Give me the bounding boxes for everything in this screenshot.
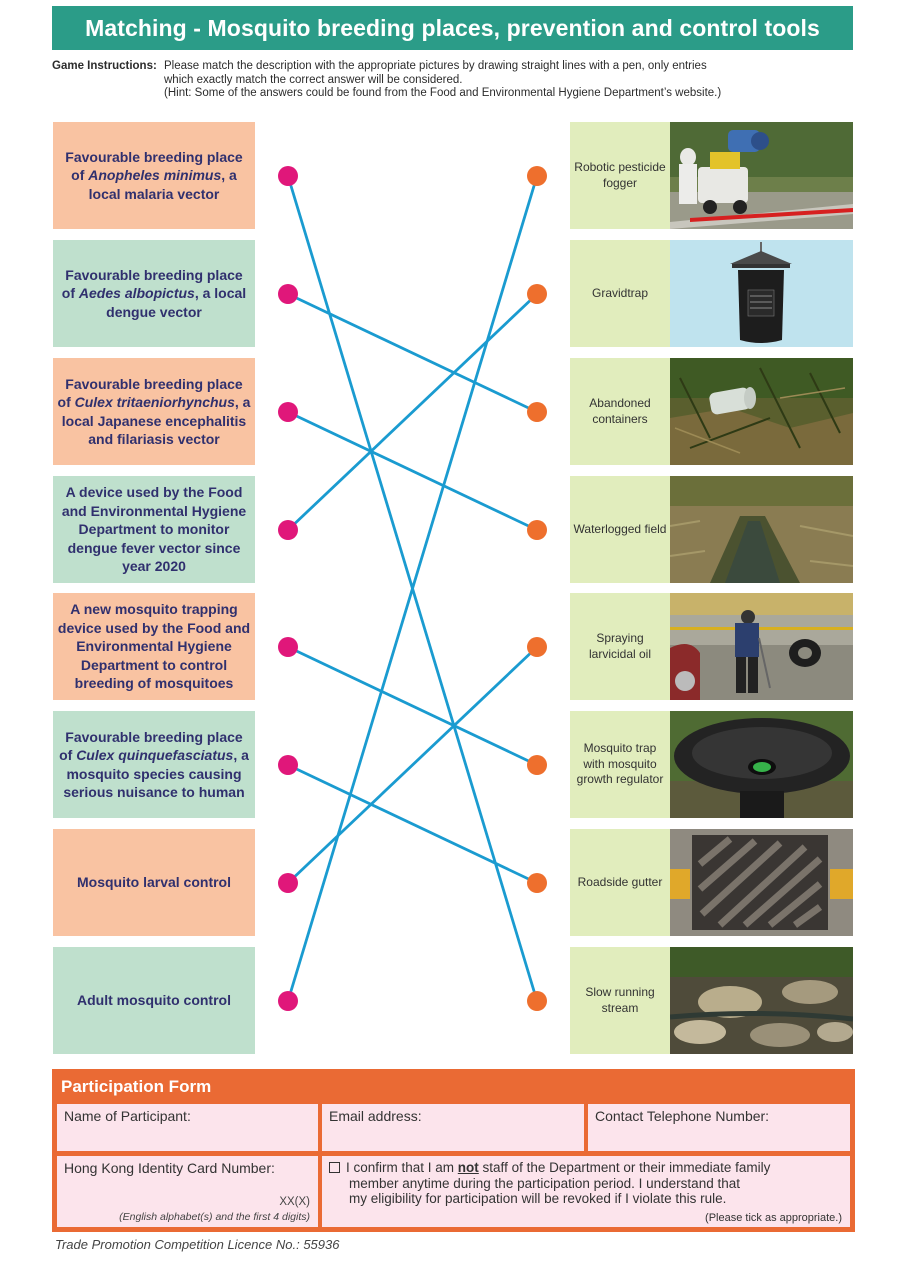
confirm-text-pre: I confirm that I am [346,1160,458,1175]
left-dot-4[interactable] [278,520,298,540]
right-dot-5[interactable] [527,637,547,657]
left-dot-3[interactable] [278,402,298,422]
left-dot-8[interactable] [278,991,298,1011]
instructions-line-2: which exactly match the correct answer will be considered. [164,73,463,86]
description-8-text: Adult mosquito control [77,992,231,1009]
answer-label-1: Robotic pesticide fogger [570,122,670,229]
tick-note: (Please tick as appropriate.) [705,1212,842,1224]
hkid-field[interactable] [57,1156,318,1227]
right-dot-4[interactable] [527,520,547,540]
left-dot-2[interactable] [278,284,298,304]
description-2-pre: Favourable breeding place of [61,266,243,302]
match-line-2 [288,294,537,412]
answer-label-6: Mosquito trap with mosquito growth regulator [570,711,670,818]
right-dot-8[interactable] [527,991,547,1011]
instructions-label: Game Instructions: [52,60,157,72]
confirm-text-line2: member anytime during the participation period. I understand that [349,1175,740,1191]
right-dot-2[interactable] [527,284,547,304]
species-name-6: Culex quinquefasciatus [76,747,234,763]
name-field[interactable] [57,1104,318,1151]
description-1-pre: Favourable breeding place of [65,148,243,184]
confirm-text-line3: my eligibility for participation will be revoked if I violate this rule. [349,1191,727,1206]
phone-field-label: Contact Telephone Number: [595,1108,770,1124]
match-line-7 [288,647,537,883]
answer-label-4: Waterlogged field [570,476,670,583]
licence-number: Trade Promotion Competition Licence No.: 55936 [55,1237,340,1252]
match-line-4 [288,294,537,530]
confirm-not-emphasis: not [457,1160,479,1175]
phone-field[interactable] [588,1104,850,1151]
match-line-3 [288,412,537,530]
right-dot-7[interactable] [527,873,547,893]
answer-label-5: Spraying larvicidal oil [570,593,670,700]
description-7-text: Mosquito larval control [76,874,231,891]
description-6-post: , a mosquito species causing serious nuisance to human [63,747,249,800]
hkid-field-label: Hong Kong Identity Card Number: [64,1160,275,1176]
confirm-text-line1-post: staff of the Department or their immediate family [478,1160,771,1175]
right-dot-3[interactable] [527,402,547,422]
left-dot-5[interactable] [278,637,298,657]
confirm-checkbox[interactable] [329,1162,340,1173]
instructions-line-1: Please match the description with the appropriate pictures by drawing straight lines with a pen, only entries [164,60,707,72]
hkid-note: (English alphabet(s) and the first 4 digits) [119,1211,310,1223]
match-line-5 [288,647,537,765]
participation-form [52,1069,855,1232]
answer-label-8: Slow running stream [570,947,670,1054]
answer-label-2: Gravidtrap [570,240,670,347]
hkid-format: XX(X) [279,1196,310,1208]
instructions-line-3: (Hint: Some of the answers could be found from the Food and Environmental Hygiene Department’s website.) [164,87,722,99]
email-field[interactable] [322,1104,584,1151]
description-6-pre: Favourable breeding place of [59,728,243,763]
left-dot-6[interactable] [278,755,298,775]
answer-label-7: Roadside gutter [570,829,670,936]
right-dot-1[interactable] [527,166,547,186]
description-2-post: , a local dengue vector [106,285,247,320]
description-1-post: , a local malaria vector [88,167,237,202]
answer-label-3: Abandoned containers [570,358,670,465]
right-dot-6[interactable] [527,755,547,775]
species-name-2: Aedes albopictus [78,285,195,302]
match-line-6 [288,765,537,883]
page-title: Matching - Mosquito breeding places, prevention and control tools [52,6,853,50]
name-field-label: Name of Participant: [64,1108,191,1124]
confirmation-field [322,1156,850,1227]
left-dot-7[interactable] [278,873,298,893]
description-3-pre: Favourable breeding place of [57,375,243,410]
species-name-1: Anopheles minimus [88,167,222,184]
form-title: Participation Form [61,1077,212,1096]
left-dot-1[interactable] [278,166,298,186]
description-4-text: A device used by the Food and Environmental Hygiene Department to monitor dengue fever vector since year 2020 [61,484,247,575]
description-3-post: , a local Japanese encephalitis and filariasis vector [61,394,251,447]
species-name-3: Culex tritaeniorhynchus [74,394,235,410]
description-5-text: A new mosquito trapping device used by the Food and Environmental Hygiene Department to control breeding of mosquitoes [57,601,251,692]
email-field-label: Email address: [329,1108,422,1124]
